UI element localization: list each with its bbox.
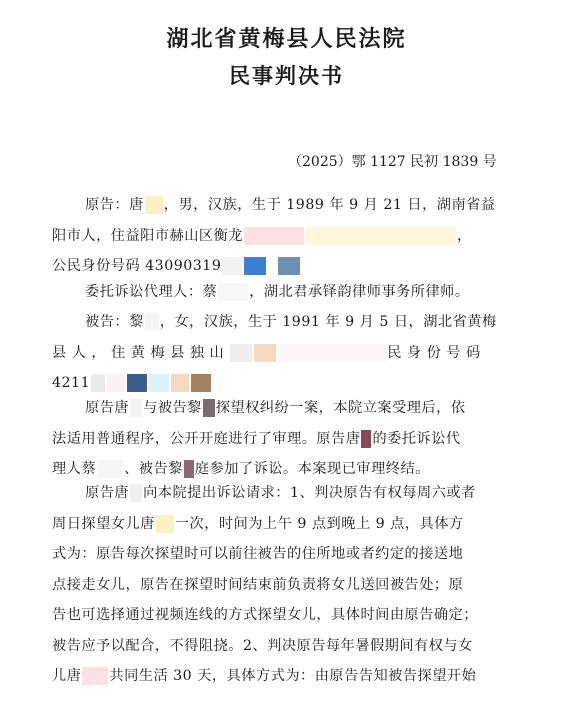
- defendant-id-number: 4211: [52, 375, 91, 391]
- plaintiff-paragraph: [52, 190, 540, 282]
- agent-paragraph: [52, 277, 540, 308]
- text-line: [52, 478, 540, 509]
- text-fragment: 儿唐: [52, 668, 82, 684]
- claims-paragraph: [52, 478, 540, 692]
- redaction-block: [91, 374, 105, 392]
- case-intro-paragraph: [52, 393, 540, 485]
- defendant-paragraph: [52, 307, 540, 399]
- redaction-block: [278, 257, 300, 275]
- text-fragment: 的委托诉讼代: [372, 430, 461, 447]
- text-fragment: 式为：原告每次探望时可以前往被告的住所地或者约定的接送地: [52, 546, 464, 562]
- text-fragment: 点接走女儿，原告在探望时间结束前负责将女儿送回被告处；原: [52, 576, 464, 593]
- redaction-block: [278, 344, 386, 362]
- redaction-block: [107, 374, 125, 392]
- redaction-block: [361, 430, 371, 448]
- text-line: [52, 631, 540, 662]
- redaction-block: [191, 374, 211, 392]
- redaction-block: [127, 374, 147, 392]
- redaction-block: [244, 227, 304, 245]
- defendant-id-label: 民身份号码: [387, 344, 486, 361]
- redaction-block: [254, 344, 276, 362]
- text-fragment: 与被告黎: [143, 400, 202, 416]
- redaction-block: [171, 374, 189, 392]
- text-line: [52, 539, 540, 570]
- text-line: [52, 509, 540, 540]
- text-fragment: 理人蔡: [52, 461, 97, 477]
- text-fragment: 被告应予以配合，不得阻挠。2、判决原告每年暑假期间有权与女: [52, 637, 473, 654]
- defendant-label: 被告：黎: [85, 314, 144, 330]
- redaction-block: [306, 227, 456, 245]
- text-fragment: 告也可选择通过视频连线的方式探望女儿，具体时间由原告确定；: [52, 607, 478, 623]
- punctuation: ，: [456, 227, 472, 244]
- text-line: [52, 307, 540, 338]
- redaction-gap: [268, 257, 276, 275]
- text-fragment: 原告唐: [85, 400, 130, 416]
- text-line: [52, 338, 540, 369]
- text-line: [52, 661, 540, 692]
- text-fragment: 向本院提出诉讼请求：1、判决原告有权每周六或者: [143, 485, 476, 501]
- text-line: [52, 424, 540, 455]
- redaction-block: [130, 399, 142, 417]
- text-line: [52, 190, 540, 221]
- plaintiff-label: 原告：唐: [85, 197, 144, 213]
- agent-firm: ，湖北君承铎韵律师事务所律师。: [249, 284, 470, 300]
- text-fragment: 探望权纠纷一案，本院立案受理后，依: [215, 400, 466, 416]
- redaction-block: [82, 667, 108, 685]
- redaction-block: [218, 283, 248, 301]
- text-fragment: 原告唐: [85, 485, 130, 501]
- redaction-block: [203, 399, 215, 417]
- redaction-block: [156, 515, 174, 533]
- text-line: [52, 570, 540, 601]
- text-line: [52, 277, 540, 308]
- text-fragment: 、被告黎: [124, 461, 183, 477]
- redaction-block: [97, 460, 123, 478]
- text-line: [52, 600, 540, 631]
- court-name-title: 湖北省黄梅县人民法院: [166, 26, 407, 52]
- defendant-address: 县人，住黄梅县独山: [52, 344, 230, 361]
- text-fragment: 庭参加了诉讼。本案现已审理终结。: [194, 461, 430, 477]
- plaintiff-details: ，男，汉族，生于 1989 年 9 月 21 日，湖南省益: [163, 197, 496, 213]
- text-fragment: 一次，时间为上午 9 点到晚上 9 点，具体方: [174, 515, 464, 532]
- text-line: [52, 221, 540, 252]
- redaction-block: [230, 344, 252, 362]
- redaction-block: [184, 460, 194, 478]
- redaction-block: [244, 257, 266, 275]
- redaction-block: [145, 196, 163, 214]
- redaction-block: [145, 313, 159, 331]
- plaintiff-address: 阳市人，住益阳市赫山区衡龙: [52, 227, 243, 244]
- redaction-block: [149, 374, 169, 392]
- redaction-block: [130, 484, 142, 502]
- agent-label: 委托诉讼代理人：蔡: [85, 284, 218, 300]
- redaction-block: [222, 257, 242, 275]
- text-fragment: 法适用普通程序，公开开庭进行了审理。原告唐: [52, 430, 361, 447]
- text-fragment: 周日探望女儿唐: [52, 515, 155, 532]
- text-line: [52, 393, 540, 424]
- text-fragment: 共同生活 30 天，具体方式为：由原告告知被告探望开始: [109, 668, 477, 684]
- plaintiff-id-number: 公民身份号码 43090319: [52, 258, 222, 274]
- document-type-title: 民事判决书: [229, 63, 344, 88]
- defendant-details: ，女，汉族，生于 1991 年 9 月 5 日，湖北省黄梅: [159, 314, 497, 330]
- case-number: （2025）鄂 1127 民初 1839 号: [288, 154, 497, 170]
